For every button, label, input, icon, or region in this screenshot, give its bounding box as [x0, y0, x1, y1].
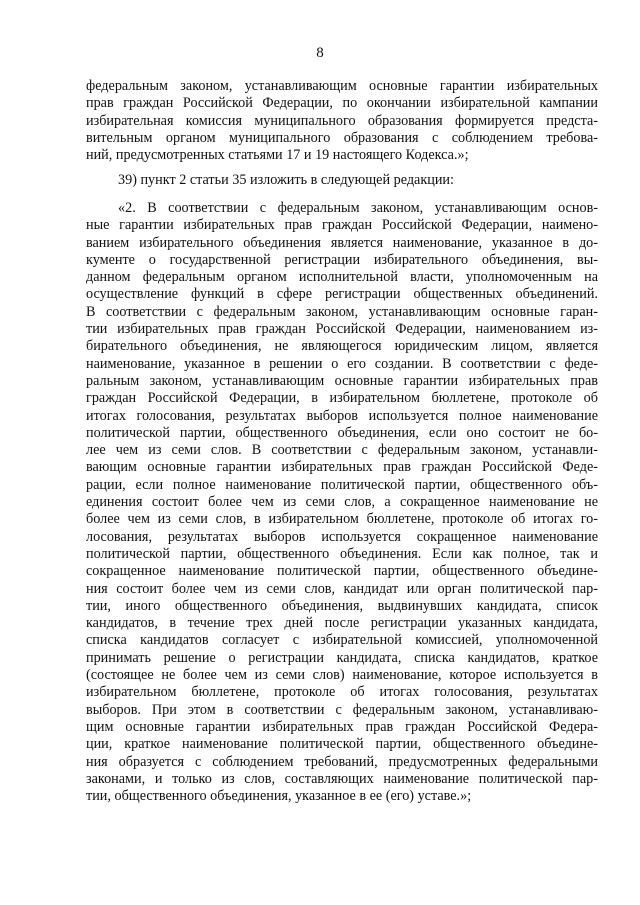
- text-line: итогах голосования, результатах выборов используется полное наименование: [86, 407, 598, 424]
- text-line: ний, предусмотренных статьями 17 и 19 настоящего Кодекса.»;: [86, 147, 469, 164]
- text-line: принимать решение о регистрации кандидата, списка кандидатов, краткое: [86, 649, 598, 666]
- text-line: лосования, результатах выборов используется сокращенное наименование: [86, 528, 598, 545]
- text-line: избирательном бюллетене, протоколе об итогах голосования, результатах: [86, 684, 598, 701]
- text-line: прав граждан Российской Федерации, по окончании избирательной кампании: [86, 95, 598, 112]
- text-line: выборов. При этом в соответствии с федеральным законом, устанавливаю-: [86, 701, 598, 718]
- text-line: федеральным законом, устанавливающим основные гарантии избирательных: [86, 78, 598, 94]
- text-line: единения состоит более чем из семи слов, а сокращенное наименование не: [86, 494, 598, 511]
- text-line: щим основные гарантии избирательных прав граждан Российской Федера-: [86, 718, 598, 735]
- text-line: ральным законом, устанавливающим основные гарантии избирательных прав: [86, 372, 598, 389]
- paragraph-article-continuation: [86, 78, 598, 164]
- text-line: вительным органом муниципального образования с соблюдением требова-: [86, 129, 598, 146]
- paragraph-quoted-amendment: [86, 200, 598, 805]
- text-line: ванием избирательного объединения является наименование, указанное в до-: [86, 234, 598, 251]
- text-line: ния состоит более чем из семи слов, кандидат или орган политической пар-: [86, 580, 598, 597]
- text-line: политической партии, общественного объединения. Если как полное, так и: [86, 545, 598, 562]
- text-line: ные гарантии избирательных прав граждан Российской Федерации, наимено-: [86, 217, 598, 234]
- text-line: сокращенное наименование политической партии, общественного объедине-: [86, 563, 598, 580]
- text-line: осуществление функций в сфере регистрации общественных объединений.: [86, 286, 598, 303]
- text-line: В соответствии с федеральным законом, устанавливающим основные гаран-: [86, 303, 598, 320]
- text-line: кументе о государственной регистрации избирательного объединения, вы-: [86, 251, 598, 268]
- text-line: тии, общественного объединения, указанное в ее (его) уставе.»;: [86, 788, 472, 805]
- text-line: «2. В соответствии с федеральным законом, устанавливающим основ-: [118, 200, 598, 216]
- text-line: тии, иного общественного объединения, выдвинувших кандидата, список: [86, 597, 598, 614]
- text-line: 39) пункт 2 статьи 35 изложить в следующей редакции:: [118, 172, 454, 188]
- text-line: списка кандидатов согласует с избирательной комиссией, уполномоченной: [86, 632, 598, 649]
- text-line: политической партии, общественного объединения, если оно состоит не бо-: [86, 424, 598, 441]
- page-number: 8: [316, 45, 324, 61]
- text-line: кандидатов, в течение трех дней после регистрации указанных кандидата,: [86, 615, 598, 632]
- text-line: вающим основные гарантии избирательных прав граждан Российской Феде-: [86, 459, 598, 476]
- text-line: избирательная комиссия муниципального образования формируется предста-: [86, 112, 598, 129]
- text-line: тии избирательных прав граждан Российской Федерации, наименованием из-: [86, 321, 598, 338]
- text-line: данном федеральным органом исполнительной власти, уполномоченным на: [86, 269, 598, 286]
- text-line: наименование, указанное в решении о его создании. В соответствии с феде-: [86, 355, 598, 372]
- text-line: законами, и только из слов, составляющих наименование политической пар-: [86, 770, 598, 787]
- paragraph-item-39: [86, 172, 598, 189]
- text-line: ции, краткое наименование политической партии, общественного объедине-: [86, 736, 598, 753]
- text-line: граждан Российской Федерации, в избирательном бюллетене, протоколе об: [86, 390, 598, 407]
- text-line: бирательного объединения, не являющегося юридическим лицом, является: [86, 338, 598, 355]
- text-line: рации, если полное наименование политической партии, общественного объ-: [86, 476, 598, 493]
- text-line: (состоящее не более чем из семи слов) наименование, которое используется в: [86, 667, 598, 684]
- text-line: лее чем из семи слов. В соответствии с федеральным законом, устанавли-: [86, 442, 598, 459]
- text-line: более чем из семи слов, в избирательном бюллетене, протоколе об итогах го-: [86, 511, 598, 528]
- text-line: ния образуется с соблюдением требований, предусмотренных федеральными: [86, 753, 598, 770]
